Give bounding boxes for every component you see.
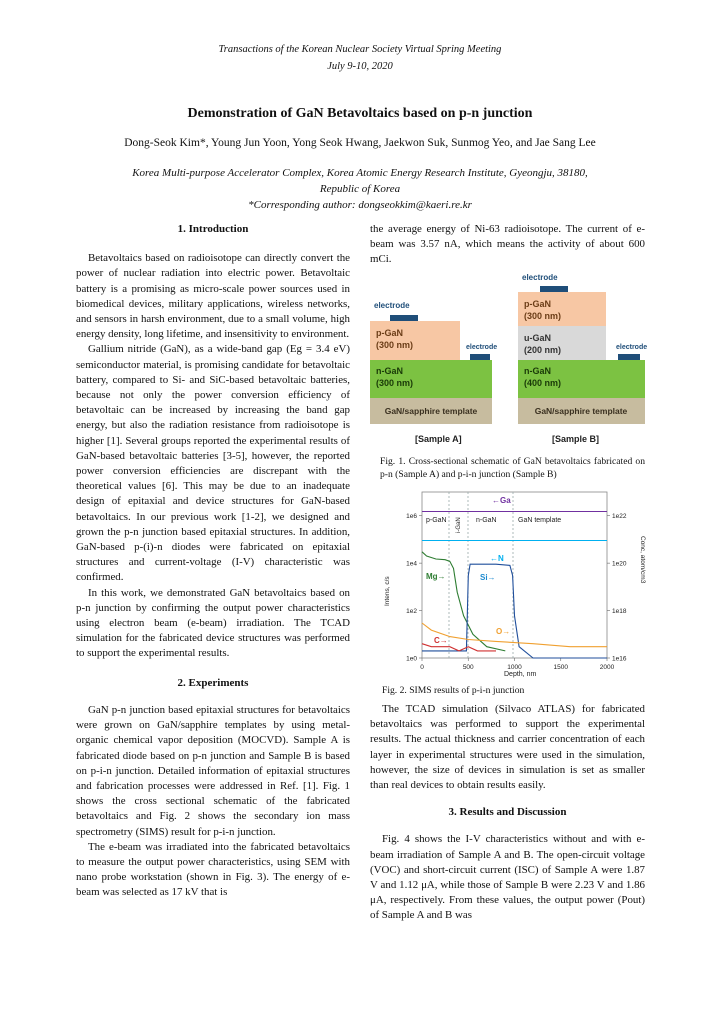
- sample-b-electrode-label: electrode: [522, 273, 558, 282]
- sample-b-template-label: GaN/sapphire template: [534, 406, 628, 416]
- section-heading-introduction: 1. Introduction: [177, 223, 249, 235]
- author-list: Dong-Seok Kim*, Young Jun Yoon, Yong Seok Hwang, Jaekwon Suk, Sunmog Yeo, and Jae Sang Lee: [124, 137, 596, 149]
- conference-header: Transactions of the Korean Nuclear Society Virtual Spring Meeting: [218, 44, 502, 55]
- intro-paragraph-2: Gallium nitride (GaN), as a wide-band gap (Eg = 3.4 eV) semiconductor material, is promising candidate for betavoltaic battery, compared to Si- and SiC-based betavoltaic batteries, because not only the power conversion efficiency of betavoltaic can be increased by increasing the band gap energy, but also the radiation resistance from radioisotope is higher [1]. Several groups reported the experimental results of GaN-based betavoltaic batteries [3-5], however, the reported power conversion efficiencies are discrepant with the theoretical values [6]. This may be due to an inadequate design of epitaxial and device structures for GaN-based betavoltaics. In our previous work [1-2], we designed and grown the p-n junction based epitaxial structures. In addition, GaN-based p-(i)-n diodes were fabricated on epitaxial structures and current-voltage (I-V) characteristic was confirmed.: [76, 343, 350, 584]
- sample-b-side-electrode-label: electrode: [616, 344, 648, 351]
- x-tick-label: 0: [420, 664, 424, 671]
- sample-a-pgan-thickness: (300 nm): [376, 340, 414, 350]
- element-label-n: ←N: [490, 554, 504, 563]
- y-axis-left-label: Intens, c/s: [384, 576, 391, 606]
- sample-a-side-electrode: [470, 354, 490, 360]
- sample-b-ugan-label: u-GaN: [524, 333, 551, 343]
- section-heading-results: 3. Results and Discussion: [448, 806, 567, 819]
- y-left-tick-label: 1e6: [406, 513, 417, 521]
- element-label-ga: ←Ga: [492, 496, 511, 505]
- sample-a-ngan-label: n-GaN: [376, 366, 403, 376]
- section-heading-experiments: 2. Experiments: [177, 676, 249, 689]
- x-tick-label: 1000: [507, 664, 522, 671]
- sample-a-pgan-label: p-GaN: [376, 328, 403, 338]
- affiliation: [0, 165, 720, 213]
- right-column-bottom: [370, 702, 645, 924]
- region-label-ngan: n-GaN: [476, 517, 497, 524]
- results-paragraph-1: Fig. 4 shows the I-V characteristics without and with e-beam irradiation of Sample A and B. The open-circuit voltage (VOC) and short-circuit current (ISC) of Sample A were 1.87 V and 1.12 μA, while those of Sample B were 2.23 V and 1.86 μA, respectively. From these values, the output power (Pout) of Sample A and B was: [370, 833, 645, 922]
- x-tick-label: 2000: [599, 664, 615, 671]
- right-paragraph-1: the average energy of Ni-63 radioisotope. The current of e-beam was 3.57 nA, which means the activity of about 600 mCi.: [370, 223, 645, 266]
- y-left-tick-label: 1e0: [406, 655, 417, 663]
- right-column-top: [370, 222, 645, 268]
- x-axis-label: Depth, nm: [504, 671, 537, 678]
- element-label-si: Si→: [480, 573, 496, 582]
- element-label-c: C→: [434, 636, 448, 645]
- y-left-tick-label: 1e2: [406, 608, 417, 616]
- intro-paragraph-1: Betavoltaics based on radioisotope can directly convert the power of nuclear radiation into electric power. Betavoltaic battery is a promising as micro-scale power sources used in biomedical devices, military applications, wireless networks, and sensors in harsh environment, due to a small volume, high energy density, long lifetime, and insensitivity to environment.: [76, 252, 350, 341]
- region-label-template: GaN template: [518, 517, 562, 524]
- x-tick-label: 1500: [553, 664, 568, 671]
- y-left-tick-label: 1e4: [406, 560, 417, 568]
- conference-date: July 9-10, 2020: [327, 61, 393, 72]
- sample-b-caption: [Sample B]: [552, 434, 600, 444]
- figure-1-schematic: [370, 270, 648, 448]
- experiments-paragraph-1: GaN p-n junction based epitaxial structures for betavoltaics were grown on GaN/sapphire templates by using metal-organic chemical vapor deposition (MOCVD). Sample A is fabricated diode based on p-n junction and Sample B is based on p-i-n junction. Detailed information of epitaxial structures and fabrication processes were addressed in Ref. [1]. Fig. 1 shows the cross sectional schematic of the fabricated betavoltaics and Fig. 2 shows the secondary ion mass spectrometry (SIMS) result for p-i-n junction.: [76, 703, 350, 838]
- figure-2-caption: Fig. 2. SIMS results of p-i-n junction: [382, 685, 525, 696]
- sample-b-top-electrode: [540, 286, 568, 292]
- y-right-tick-label: 1e22: [612, 513, 627, 521]
- paper-title: Demonstration of GaN Betavoltaics based on p-n junction: [187, 106, 533, 121]
- region-label-igan: i-GaN: [456, 517, 462, 533]
- element-label-o: O→: [496, 627, 511, 636]
- y-right-tick-label: 1e16: [612, 655, 627, 663]
- sample-a-template-label: GaN/sapphire template: [384, 406, 478, 416]
- x-tick-label: 500: [462, 664, 474, 671]
- right-paragraph-2: The TCAD simulation (Silvaco ATLAS) for fabricated betavoltaics was performed to support the experimental results. The actual thickness and carrier concentration of each layer in experimental structures were used in the simulation, however, the size of devices in simulation is set as smaller than real devices to obtain results easily.: [370, 703, 645, 792]
- corresponding-author: *Corresponding author: dongseokkim@kaeri.re.kr: [248, 199, 472, 211]
- sample-a-caption: [Sample A]: [415, 434, 462, 444]
- sample-a-top-electrode: [390, 315, 418, 321]
- sample-a-ngan-thickness: (300 nm): [376, 378, 414, 388]
- y-right-tick-label: 1e20: [612, 560, 627, 568]
- sample-b-pgan-label: p-GaN: [524, 299, 551, 309]
- figure-1-caption: Fig. 1. Cross-sectional schematic of GaN betavoltaics fabricated on p-n (Sample A) and p-i-n junction (Sample B): [380, 456, 645, 480]
- affiliation-line-2: Republic of Korea: [319, 183, 401, 195]
- sample-a-electrode-label: electrode: [374, 301, 410, 310]
- y-right-tick-label: 1e18: [612, 608, 627, 616]
- experiments-paragraph-2: The e-beam was irradiated into the fabricated betavoltaics to measure the output power characteristics, using SEM with nano probe workstation (shown in Fig. 3). The energy of e-beam was selected as 17 kV that is: [76, 840, 350, 899]
- region-label-pgan: p-GaN: [426, 517, 447, 524]
- sample-a-side-electrode-label: electrode: [466, 344, 498, 351]
- intro-paragraph-3: In this work, we demonstrated GaN betavoltaics based on p-n junction by confirming the output power characteristics using electron beam (e-beam) irradiation. The TCAD simulation for the fabricated device structures was performed to support the experimental results.: [76, 586, 350, 660]
- sample-b-ngan-label: n-GaN: [524, 366, 551, 376]
- left-column: [76, 222, 350, 901]
- y-axis-right-label: Conc, atom/cm3: [639, 536, 646, 584]
- element-label-mg: Mg→: [426, 572, 446, 581]
- sample-b-side-electrode: [618, 354, 640, 360]
- sample-b-ngan-thickness: (400 nm): [524, 378, 562, 388]
- sample-b-pgan-thickness: (300 nm): [524, 311, 562, 321]
- figure-2-sims-chart: [380, 486, 645, 680]
- sample-b-ugan-thickness: (200 nm): [524, 345, 562, 355]
- affiliation-line-1: Korea Multi-purpose Accelerator Complex, Korea Atomic Energy Research Institute, Gyeongju, 38180,: [132, 167, 588, 179]
